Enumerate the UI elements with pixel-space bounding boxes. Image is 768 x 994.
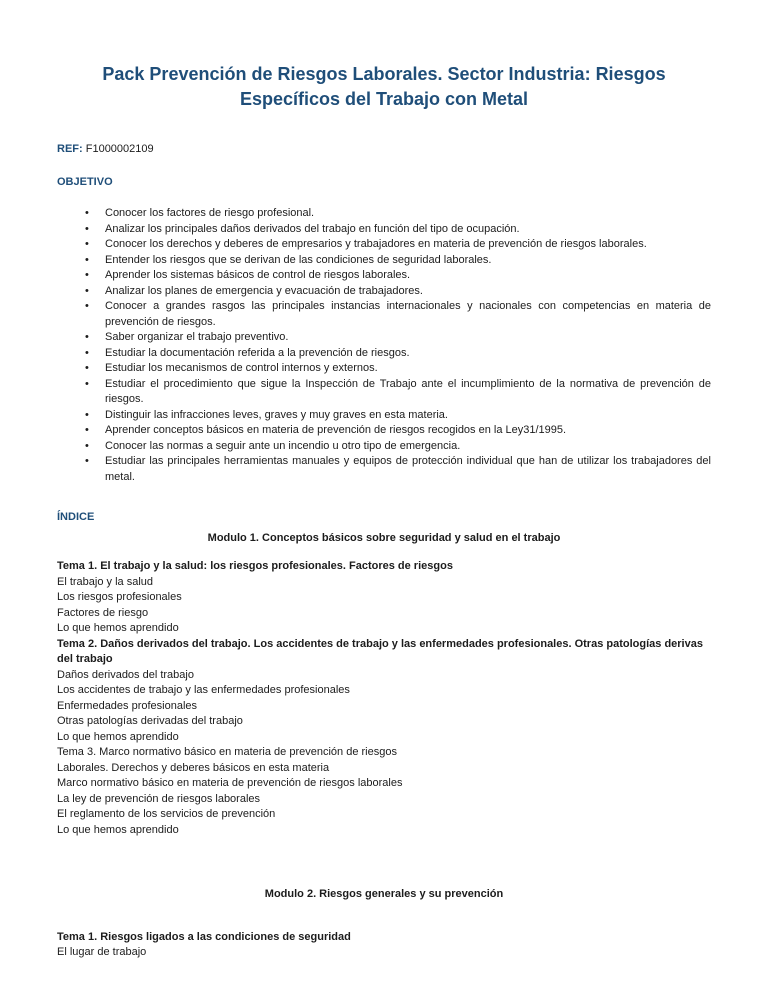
objetivo-bullet-item: • Entender los riesgos que se derivan de las condiciones de seguridad laborales. bbox=[57, 253, 711, 269]
toc-line: Factores de riesgo bbox=[57, 606, 149, 619]
toc-line: Enfermedades profesionales bbox=[57, 699, 198, 712]
modulo-1-toc bbox=[57, 559, 711, 838]
objetivo-bullet-item: • Estudiar la documentación referida a la prevención de riesgos. bbox=[57, 346, 711, 362]
modulo-2-toc bbox=[57, 930, 711, 961]
toc-line: La ley de prevención de riesgos laborales bbox=[57, 792, 261, 805]
objetivo-bullet-item: • Conocer los derechos y deberes de empresarios y trabajadores en materia de prevención de riesgos laborales. bbox=[57, 237, 711, 253]
reference-line bbox=[57, 142, 711, 158]
objetivo-bullet-item: • Conocer a grandes rasgos las principales instancias internacionales y nacionales con competencias en materia de prevención de riesgos. bbox=[57, 299, 711, 330]
objetivo-bullet-item: • Distinguir las infracciones leves, graves y muy graves en esta materia. bbox=[57, 408, 711, 424]
page-title-line-1: Pack Prevención de Riesgos Laborales. Sector Industria: Riesgos bbox=[102, 64, 666, 84]
toc-line: Tema 1. El trabajo y la salud: los riesgos profesionales. Factores de riesgos bbox=[57, 560, 453, 572]
objetivo-bullet-item: • Saber organizar el trabajo preventivo. bbox=[57, 330, 711, 346]
toc-line: Tema 1. Riesgos ligados a las condiciones de seguridad bbox=[57, 930, 351, 943]
objetivo-bullet-item: • Estudiar el procedimiento que sigue la Inspección de Trabajo ante el incumplimiento de la normativa de prevención de riesgos. bbox=[57, 377, 711, 408]
toc-line: Tema 3. Marco normativo básico en materia de prevención de riesgos bbox=[57, 746, 397, 758]
toc-line: Otras patologías derivadas del trabajo bbox=[57, 715, 243, 727]
ref-label: REF: bbox=[57, 143, 83, 155]
objetivo-bullet-item: • Aprender los sistemas básicos de control de riesgos laborales. bbox=[57, 268, 711, 284]
toc-line: Lo que hemos aprendido bbox=[57, 730, 179, 743]
toc-line: Daños derivados del trabajo bbox=[57, 668, 194, 681]
objetivo-bullet-item: • Estudiar las principales herramientas manuales y equipos de protección individual que han de utilizar los trabajadores del metal. bbox=[57, 454, 711, 485]
toc-line: Lo que hemos aprendido bbox=[57, 823, 179, 836]
toc-line: Los accidentes de trabajo y las enfermedades profesionales bbox=[57, 684, 350, 696]
objetivo-bullet-item: • Conocer los factores de riesgo profesional. bbox=[57, 206, 711, 222]
objetivo-bullet-item: • Conocer las normas a seguir ante un incendio u otro tipo de emergencia. bbox=[57, 439, 711, 455]
modulo-1-title: Modulo 1. Conceptos básicos sobre seguridad y salud en el trabajo bbox=[207, 531, 561, 544]
modulo-2-title: Modulo 2. Riesgos generales y su prevención bbox=[264, 888, 504, 900]
objetivo-bullet-list bbox=[57, 206, 711, 485]
toc-line: Laborales. Derechos y deberes básicos en esta materia bbox=[57, 761, 330, 774]
toc-line: Los riesgos profesionales bbox=[57, 591, 182, 603]
toc-line: Lo que hemos aprendido bbox=[57, 622, 179, 634]
indice-heading: ÍNDICE bbox=[57, 511, 95, 523]
toc-line: Marco normativo básico en materia de prevención de riesgos laborales bbox=[57, 777, 403, 789]
objetivo-heading: OBJETIVO bbox=[57, 175, 113, 188]
objetivo-bullet-item: • Analizar los principales daños derivados del trabajo en función del tipo de ocupación. bbox=[57, 222, 711, 238]
objetivo-bullet-item: • Estudiar los mecanismos de control internos y externos. bbox=[57, 361, 711, 377]
toc-line: El reglamento de los servicios de prevención bbox=[57, 808, 276, 820]
toc-line: El lugar de trabajo bbox=[57, 946, 147, 958]
objetivo-bullet-item: • Analizar los planes de emergencia y evacuación de trabajadores. bbox=[57, 284, 711, 300]
page-title bbox=[57, 62, 711, 112]
ref-value: F1000002109 bbox=[85, 143, 154, 155]
objetivo-bullet-item: • Aprender conceptos básicos en materia de prevención de riesgos recogidos en la Ley31/1995. bbox=[57, 423, 711, 439]
toc-line: El trabajo y la salud bbox=[57, 575, 153, 588]
page-title-line-2: Específicos del Trabajo con Metal bbox=[239, 89, 529, 109]
toc-line: Tema 2. Daños derivados del trabajo. Los accidentes de trabajo y las enfermedades profesionales. Otras patologías derivas del trabajo bbox=[57, 637, 703, 665]
